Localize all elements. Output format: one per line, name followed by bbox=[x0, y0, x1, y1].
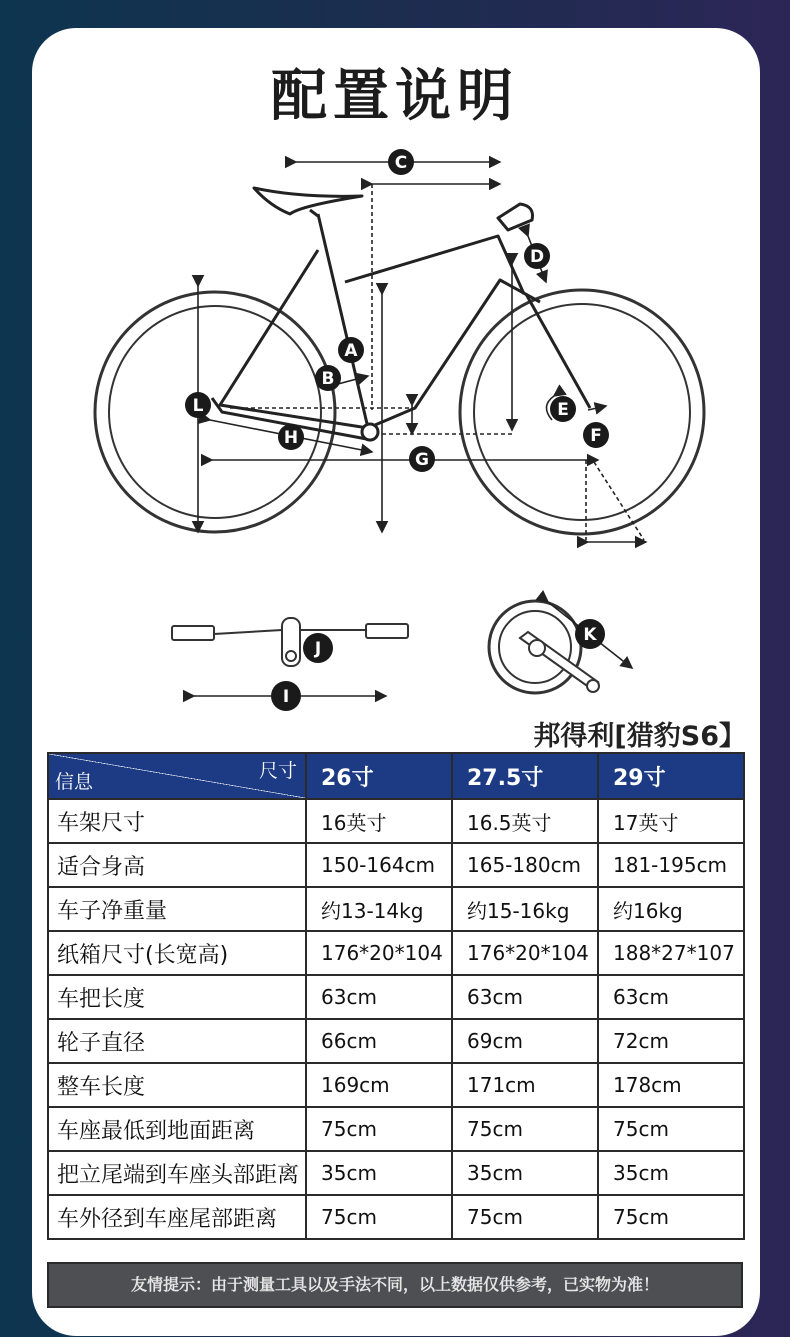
table-cell: 75cm bbox=[598, 1195, 744, 1239]
table-cell: 75cm bbox=[452, 1195, 598, 1239]
table-cell: 66cm bbox=[306, 1019, 452, 1063]
marker-e bbox=[550, 396, 576, 422]
table-cell: 176*20*104 bbox=[452, 931, 598, 975]
row-label: 车把长度 bbox=[48, 975, 306, 1019]
table-cell: 63cm bbox=[598, 975, 744, 1019]
row-label: 适合身高 bbox=[48, 843, 306, 887]
marker-i bbox=[271, 681, 301, 711]
table-row bbox=[48, 1107, 744, 1151]
svg-text:A: A bbox=[344, 341, 358, 361]
svg-text:I: I bbox=[282, 687, 290, 707]
table-cell: 178cm bbox=[598, 1063, 744, 1107]
table-cell: 181-195cm bbox=[598, 843, 744, 887]
row-label: 车外径到车座尾部距离 bbox=[48, 1195, 306, 1239]
marker-d bbox=[524, 243, 550, 269]
svg-text:K: K bbox=[583, 625, 597, 645]
marker-g bbox=[409, 446, 435, 472]
column-header: 27.5寸 bbox=[452, 753, 598, 799]
table-cell: 16.5英寸 bbox=[452, 799, 598, 843]
rear-wheel bbox=[95, 292, 335, 532]
table-cell: 75cm bbox=[306, 1107, 452, 1151]
row-label: 整车长度 bbox=[48, 1063, 306, 1107]
svg-text:H: H bbox=[283, 428, 299, 448]
svg-text:F: F bbox=[590, 426, 602, 446]
table-cell: 69cm bbox=[452, 1019, 598, 1063]
svg-text:J: J bbox=[314, 639, 322, 659]
marker-k bbox=[575, 619, 605, 649]
corner-top-label: 尺寸 bbox=[258, 760, 297, 782]
table-cell: 63cm bbox=[306, 975, 452, 1019]
table-cell: 169cm bbox=[306, 1063, 452, 1107]
table-cell: 150-164cm bbox=[306, 843, 452, 887]
row-label: 纸箱尺寸(长宽高) bbox=[48, 931, 306, 975]
table-row bbox=[48, 931, 744, 975]
front-wheel bbox=[460, 290, 704, 534]
table-row bbox=[48, 843, 744, 887]
table-cell: 63cm bbox=[452, 975, 598, 1019]
column-header: 29寸 bbox=[598, 753, 744, 799]
row-label: 车架尺寸 bbox=[48, 799, 306, 843]
svg-text:C: C bbox=[394, 153, 408, 173]
marker-b bbox=[315, 365, 341, 391]
crankset-diagram bbox=[489, 601, 632, 693]
marker-a bbox=[338, 337, 364, 363]
table-cell: 约15-16kg bbox=[452, 887, 598, 931]
svg-text:B: B bbox=[321, 369, 335, 389]
table-cell: 约16kg bbox=[598, 887, 744, 931]
model-name: 邦得利[猎豹S6】 bbox=[533, 721, 746, 752]
svg-text:G: G bbox=[415, 450, 429, 470]
dimension-lines bbox=[198, 162, 646, 542]
table-cell: 35cm bbox=[452, 1151, 598, 1195]
bike-frame bbox=[212, 188, 590, 440]
table-cell: 约13-14kg bbox=[306, 887, 452, 931]
table-cell: 16英寸 bbox=[306, 799, 452, 843]
table-cell: 17英寸 bbox=[598, 799, 744, 843]
table-row bbox=[48, 799, 744, 843]
table-row bbox=[48, 1151, 744, 1195]
marker-j bbox=[303, 633, 333, 663]
corner-header bbox=[48, 753, 306, 799]
svg-text:L: L bbox=[192, 396, 204, 416]
marker-c bbox=[388, 149, 414, 175]
table-cell: 165-180cm bbox=[452, 843, 598, 887]
row-label: 车座最低到地面距离 bbox=[48, 1107, 306, 1151]
table-row bbox=[48, 1019, 744, 1063]
table-row bbox=[48, 1063, 744, 1107]
table-cell: 176*20*104 bbox=[306, 931, 452, 975]
column-header: 26寸 bbox=[306, 753, 452, 799]
table-row bbox=[48, 1195, 744, 1239]
table-cell: 75cm bbox=[306, 1195, 452, 1239]
table-cell: 72cm bbox=[598, 1019, 744, 1063]
page-title: 配置说明 bbox=[271, 64, 519, 129]
table-cell: 171cm bbox=[452, 1063, 598, 1107]
svg-text:E: E bbox=[557, 400, 569, 420]
table-cell: 35cm bbox=[306, 1151, 452, 1195]
spec-table bbox=[47, 752, 745, 1240]
table-row bbox=[48, 887, 744, 931]
marker-f bbox=[583, 422, 609, 448]
table-cell: 188*27*107 bbox=[598, 931, 744, 975]
table-header-row bbox=[48, 753, 744, 799]
marker-l bbox=[185, 392, 211, 418]
corner-bottom-label: 信息 bbox=[55, 771, 94, 793]
table-cell: 35cm bbox=[598, 1151, 744, 1195]
disclaimer-note: 友情提示：由于测量工具以及手法不同，以上数据仅供参考，已实物为准！ bbox=[47, 1262, 743, 1308]
table-cell: 75cm bbox=[452, 1107, 598, 1151]
row-label: 把立尾端到车座头部距离 bbox=[48, 1151, 306, 1195]
marker-h bbox=[278, 424, 304, 450]
svg-text:D: D bbox=[529, 247, 545, 267]
table-row bbox=[48, 975, 744, 1019]
table-cell: 75cm bbox=[598, 1107, 744, 1151]
row-label: 车子净重量 bbox=[48, 887, 306, 931]
row-label: 轮子直径 bbox=[48, 1019, 306, 1063]
